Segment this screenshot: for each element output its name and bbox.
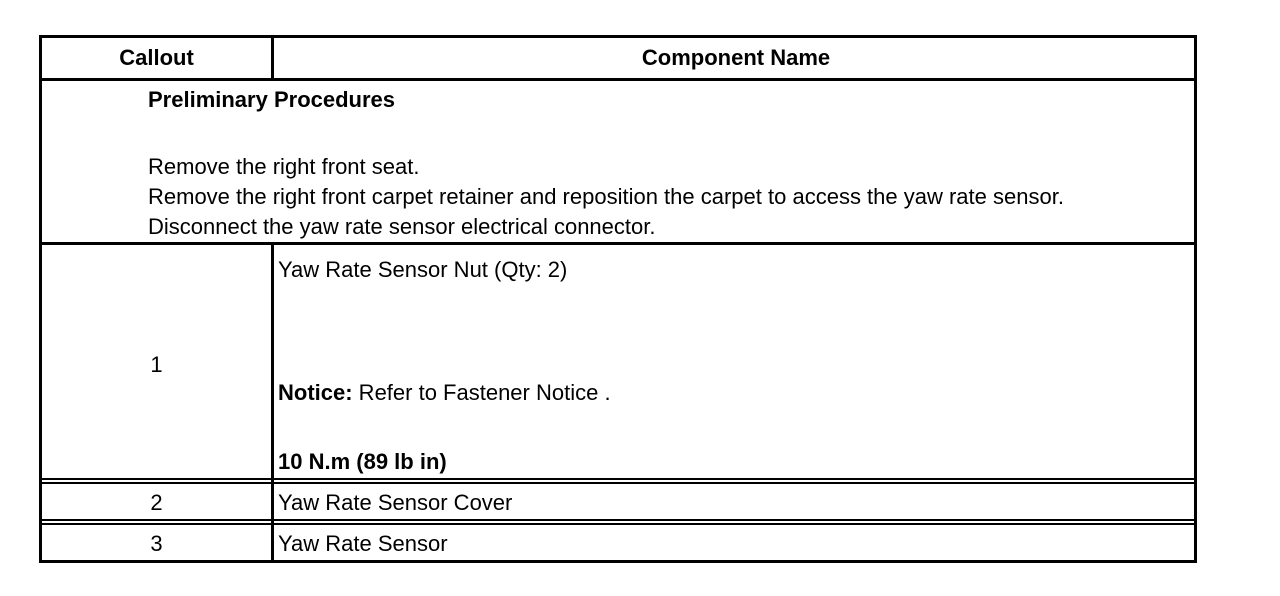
- preliminary-title: Preliminary Procedures: [148, 87, 396, 112]
- callout-1: 1: [150, 352, 163, 377]
- rule-row-1-a: [42, 478, 1194, 480]
- column-divider-header: [271, 38, 274, 78]
- rule-preliminary: [42, 242, 1194, 245]
- column-divider-rows: [271, 245, 274, 563]
- header-callout: Callout: [119, 45, 194, 70]
- notice-label: Notice:: [278, 380, 353, 405]
- component-name-3: Yaw Rate Sensor: [278, 531, 448, 556]
- preliminary-procedures: [148, 87, 1064, 242]
- component-name-2: Yaw Rate Sensor Cover: [278, 490, 513, 515]
- torque-spec: 10 N.m (89 lb in): [278, 449, 447, 474]
- rule-header: [42, 78, 1194, 81]
- notice-text: Refer to Fastener Notice .: [352, 380, 611, 405]
- rule-row-2-b: [42, 523, 1194, 525]
- rule-row-2-a: [42, 519, 1194, 521]
- header-component-name: Component Name: [641, 45, 831, 70]
- component-name-1: Yaw Rate Sensor Nut (Qty: 2): [278, 257, 568, 282]
- components-table: [39, 35, 1197, 563]
- rule-row-1-b: [42, 482, 1194, 484]
- preliminary-step: Remove the right front seat.: [148, 154, 420, 179]
- preliminary-step: Remove the right front carpet retainer and reposition the carpet to access the yaw rate sensor.: [148, 184, 1064, 209]
- callout-2: 2: [150, 490, 163, 515]
- notice: [278, 380, 1194, 406]
- preliminary-step: Disconnect the yaw rate sensor electrical connector.: [148, 214, 656, 239]
- callout-3: 3: [150, 531, 163, 556]
